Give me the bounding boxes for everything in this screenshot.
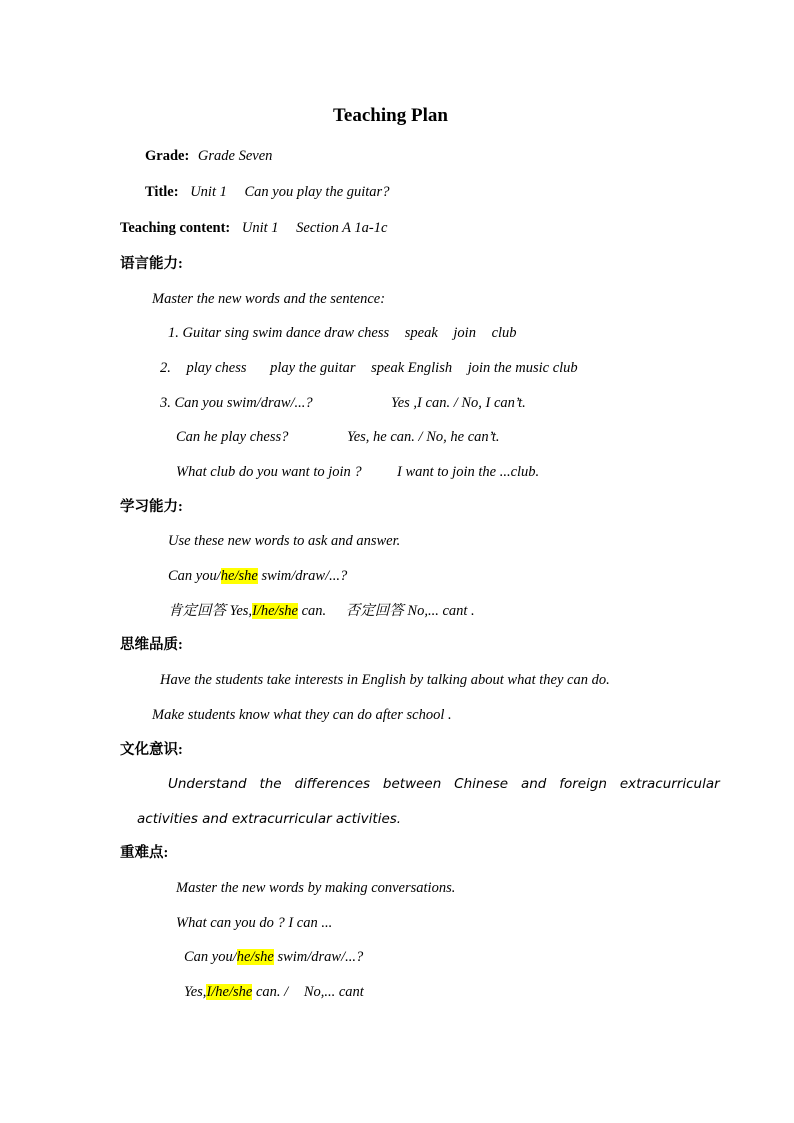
s2-positive-pre: Yes,: [226, 603, 253, 619]
grade-label: Grade:: [145, 148, 190, 164]
s1-item-4-answer: Yes, he can. / No, he can’t.: [347, 429, 500, 445]
s2-line-3: [168, 601, 475, 621]
s5-line-3-highlight: he/she: [236, 949, 274, 965]
s2-line-2: [168, 566, 347, 586]
page-title: Teaching Plan: [333, 105, 448, 126]
s3-line-1: Have the students take interests in English by talking about what they can do.: [160, 672, 610, 688]
title-question: Can you play the guitar?: [244, 184, 390, 200]
content-row: [120, 218, 387, 238]
s5-line-3-post: swim/draw/...?: [273, 949, 364, 965]
s1-item-2-d: join the music club: [467, 360, 578, 376]
s1-item-1-join: join: [453, 325, 476, 341]
s1-item-2-c: speak English: [371, 360, 453, 376]
content-unit: Unit 1: [241, 220, 279, 236]
content-label: Teaching content:: [120, 220, 231, 236]
s2-line-1: Use these new words to ask and answer.: [168, 533, 401, 549]
s1-item-2: [160, 358, 578, 378]
s2-line-2-post: swim/draw/...?: [257, 568, 348, 584]
s1-item-3-question: 3. Can you swim/draw/...?: [160, 395, 313, 411]
content-section: Section A 1a-1c: [296, 220, 388, 236]
s2-negative-answer: No,... cant .: [403, 603, 475, 619]
s1-item-1-words: 1. Guitar sing swim dance draw chess: [168, 325, 390, 341]
s5-line-3-pre: Can you/: [184, 949, 237, 965]
s5-line-4-highlight: I/he/she: [206, 984, 253, 1000]
section-heading-thinking: 思维品质:: [120, 637, 183, 653]
s5-line-2: What can you do ? I can ...: [176, 915, 333, 931]
s5-line-3: [184, 947, 363, 967]
title-row: [145, 182, 389, 202]
s1-item-4-question: Can he play chess?: [176, 429, 289, 445]
s1-intro: Master the new words and the sentence:: [152, 291, 386, 307]
section-heading-culture: 文化意识:: [120, 742, 183, 758]
s1-item-2-a: play chess: [186, 360, 247, 376]
s1-item-1-club: club: [491, 325, 517, 341]
section-heading-key-points: 重难点:: [120, 845, 169, 861]
grade-row: [145, 146, 272, 166]
grade-value: Grade Seven: [197, 148, 273, 164]
s1-item-5-answer: I want to join the ...club.: [397, 464, 540, 480]
s1-item-2-b: play the guitar: [270, 360, 356, 376]
s4-line-1: Understand the differences between Chinese and foreign extracurricular: [168, 776, 720, 792]
section-heading-learning: 学习能力:: [120, 499, 183, 515]
s5-line-4: [184, 982, 364, 1002]
title-label: Title:: [145, 184, 179, 200]
s5-line-1: Master the new words by making conversations.: [176, 880, 456, 896]
s4-line-2: activities and extracurricular activities.: [137, 811, 402, 827]
title-unit: Unit 1: [190, 184, 227, 200]
s2-positive-label: 肯定回答: [168, 603, 226, 619]
s5-line-4-post: can. /: [252, 984, 289, 1000]
s2-positive-post: can.: [297, 603, 327, 619]
s5-line-4-pre: Yes,: [184, 984, 207, 1000]
s1-item-3-answer: Yes ,I can. / No, I can’t.: [391, 395, 526, 411]
s1-item-5-question: What club do you want to join ?: [176, 464, 362, 480]
s2-positive-highlight: I/he/she: [252, 603, 298, 619]
s1-item-1: [168, 323, 517, 343]
s2-negative-label: 否定回答: [345, 603, 404, 619]
s5-line-4-negative: No,... cant: [303, 984, 364, 1000]
s3-line-2: Make students know what they can do after school .: [152, 707, 452, 723]
section-heading-language: 语言能力:: [120, 256, 183, 272]
s1-item-1-speak: speak: [404, 325, 438, 341]
s2-line-2-pre: Can you/: [168, 568, 221, 584]
s2-line-2-highlight: he/she: [220, 568, 258, 584]
s1-item-2-number: 2.: [160, 360, 171, 376]
